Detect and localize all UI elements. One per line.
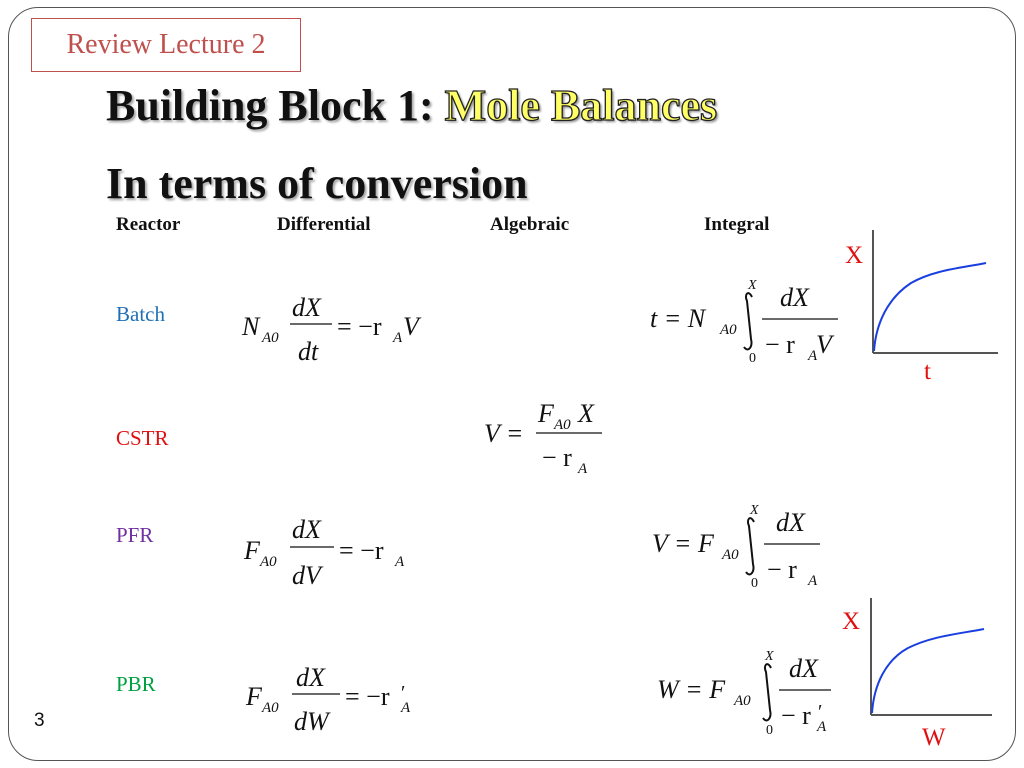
sym-dX: dX <box>292 293 321 322</box>
sym-A0: A0 <box>734 693 751 709</box>
pbr-integral-equation <box>655 648 845 748</box>
col-head-integral: Integral <box>704 214 770 235</box>
graph-bottom-y-label: X <box>842 608 861 635</box>
sym-neg-r: − r <box>781 701 811 730</box>
title-prefix: Building Block 1: <box>106 81 434 130</box>
sym-F: F <box>246 682 262 711</box>
sym-A0: A0 <box>722 547 739 563</box>
sym-A0: A0 <box>260 554 277 570</box>
col-head-algebraic: Algebraic <box>490 214 570 235</box>
title-accent: Mole Balances <box>444 81 718 130</box>
cstr-algebraic-equation <box>482 396 622 486</box>
batch-differential-equation <box>240 292 440 377</box>
sym-N: N <box>242 312 260 341</box>
sym-neg-r: − r <box>765 330 795 359</box>
sym-A: A <box>395 554 405 570</box>
sym-A0: A0 <box>554 417 571 433</box>
pfr-integral-equation <box>650 500 840 600</box>
col-head-reactor: Reactor <box>116 214 181 235</box>
sym-F: F <box>538 399 554 428</box>
sym-zero-lower: 0 <box>766 723 773 738</box>
sym-prime: ′ <box>401 682 406 704</box>
graph-top <box>866 228 1006 368</box>
row-label-pbr: PBR <box>116 672 156 696</box>
slide-title-line2: In terms of conversion <box>106 159 528 208</box>
sym-eq-negr: = −r <box>337 312 382 341</box>
sym-X-upper: X <box>765 649 774 664</box>
sym-V: V <box>403 312 419 341</box>
sym-A: A <box>808 573 818 589</box>
row-label-cstr: CSTR <box>116 426 169 450</box>
sym-prime: ′ <box>818 701 823 723</box>
sym-V-eq: V = <box>484 419 524 448</box>
sym-A0: A0 <box>262 330 279 346</box>
col-head-differential: Differential <box>277 214 371 235</box>
batch-integral-equation <box>648 275 848 375</box>
sym-dV: dV <box>292 561 321 590</box>
sym-X-upper: X <box>750 503 759 518</box>
sym-F: F <box>244 536 260 565</box>
sym-A: A <box>401 700 411 716</box>
sym-W-eq-F: W = F <box>657 675 726 704</box>
sym-A: A <box>578 461 588 477</box>
pbr-differential-equation <box>244 660 434 745</box>
sym-t-eq-N: t = N <box>650 304 706 333</box>
slide-number: 3 <box>34 710 45 731</box>
sym-dX: dX <box>776 508 805 537</box>
sym-neg-r: − r <box>542 443 572 472</box>
sym-A: A <box>808 348 818 364</box>
graph-top-y-label: X <box>845 242 864 269</box>
sym-V-eq-F: V = F <box>652 529 714 558</box>
graph-bottom <box>862 596 1002 731</box>
sym-zero-lower: 0 <box>749 351 756 366</box>
sym-A0: A0 <box>720 322 737 338</box>
graph-top-x-label: t <box>924 358 931 385</box>
sym-neg-r: − r <box>767 555 797 584</box>
pfr-differential-equation <box>242 512 432 597</box>
sym-dX: dX <box>789 654 818 683</box>
sym-dt: dt <box>298 337 319 366</box>
sym-eq-negr: = −r <box>339 536 384 565</box>
sym-X-upper: X <box>748 278 757 293</box>
lecture-tag: Review Lecture 2 <box>31 18 301 72</box>
row-label-pfr: PFR <box>116 523 154 547</box>
sym-A: A <box>817 719 827 735</box>
sym-V: V <box>816 330 832 359</box>
sym-dX: dX <box>780 283 809 312</box>
sym-A: A <box>393 330 403 346</box>
sym-dW: dW <box>294 707 329 736</box>
graph-top-curve <box>874 263 986 351</box>
row-label-batch: Batch <box>116 302 165 326</box>
sym-zero-lower: 0 <box>751 576 758 591</box>
sym-dX: dX <box>296 663 325 692</box>
sym-dX: dX <box>292 515 321 544</box>
graph-bottom-x-label: W <box>922 724 946 751</box>
sym-A0: A0 <box>262 700 279 716</box>
sym-eq-negr: = −r <box>345 682 390 711</box>
slide-title-line1 <box>106 80 717 131</box>
sym-X: X <box>578 399 594 428</box>
graph-bottom-curve <box>872 629 984 713</box>
